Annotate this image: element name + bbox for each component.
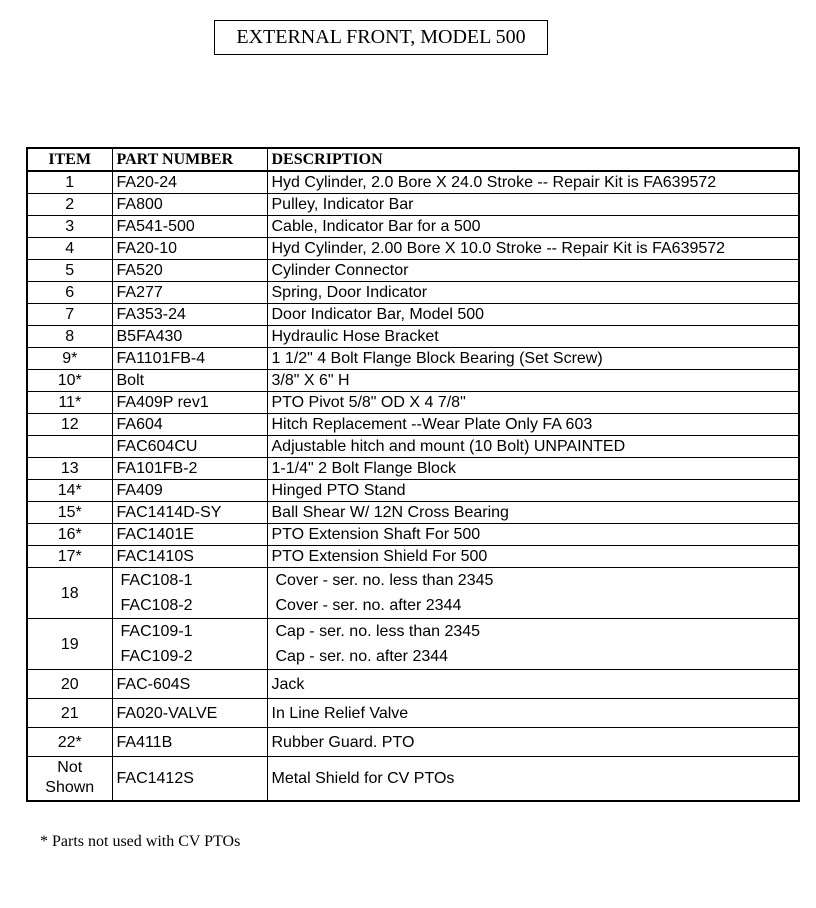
table-row: [27, 414, 799, 436]
description-cell: Rubber Guard. PTO: [267, 728, 799, 757]
table-row: [27, 546, 799, 568]
table-row: [27, 670, 799, 699]
item-cell: 5: [27, 260, 112, 282]
item-cell: 10*: [27, 370, 112, 392]
part-number-cell: FAC1414D-SY: [112, 502, 267, 524]
part-number-cell: FA541-500: [112, 216, 267, 238]
description-cell: Cylinder Connector: [267, 260, 799, 282]
header-item: ITEM: [27, 148, 112, 171]
item-cell: 8: [27, 326, 112, 348]
item-cell: 2: [27, 194, 112, 216]
table-row: [27, 524, 799, 546]
table-row: [27, 619, 799, 670]
part-number-cell: FA411B: [112, 728, 267, 757]
description-cell: Adjustable hitch and mount (10 Bolt) UNPAINTED: [267, 436, 799, 458]
part-number-cell: FA1101FB-4: [112, 348, 267, 370]
part-number-line: FAC109-2: [120, 648, 193, 665]
item-cell: 1: [27, 171, 112, 194]
item-cell: 11*: [27, 392, 112, 414]
table-row: [27, 171, 799, 194]
item-cell: 15*: [27, 502, 112, 524]
part-number-cell: FAC1401E: [112, 524, 267, 546]
table-row: [27, 757, 799, 801]
item-cell: 19: [27, 619, 112, 670]
description-cell: Hydraulic Hose Bracket: [267, 326, 799, 348]
part-number-cell: Bolt: [112, 370, 267, 392]
table-row: [27, 348, 799, 370]
item-cell: 12: [27, 414, 112, 436]
item-cell: 17*: [27, 546, 112, 568]
item-cell: 14*: [27, 480, 112, 502]
header-description: DESCRIPTION: [267, 148, 799, 171]
item-cell: [27, 436, 112, 458]
table-header-row: [27, 148, 799, 171]
description-cell: Metal Shield for CV PTOs: [267, 757, 799, 801]
table-row: [27, 458, 799, 480]
part-number-cell: FAC1410S: [112, 546, 267, 568]
item-line: Shown: [45, 779, 95, 797]
item-cell: 18: [27, 568, 112, 619]
part-number-cell: FAC1412S: [112, 757, 267, 801]
item-cell: 9*: [27, 348, 112, 370]
description-cell: Hyd Cylinder, 2.00 Bore X 10.0 Stroke -- Repair Kit is FA639572: [267, 238, 799, 260]
table-row: [27, 502, 799, 524]
description-cell: [267, 568, 799, 619]
table-row: [27, 238, 799, 260]
table-row: [27, 699, 799, 728]
part-number-cell: FA101FB-2: [112, 458, 267, 480]
item-cell: 13: [27, 458, 112, 480]
part-number-cell: FA353-24: [112, 304, 267, 326]
description-cell: Ball Shear W/ 12N Cross Bearing: [267, 502, 799, 524]
description-cell: PTO Extension Shaft For 500: [267, 524, 799, 546]
description-cell: PTO Extension Shield For 500: [267, 546, 799, 568]
description-cell: Hinged PTO Stand: [267, 480, 799, 502]
footnote: * Parts not used with CV PTOs: [40, 833, 241, 850]
part-number-cell: FA20-24: [112, 171, 267, 194]
part-number-cell: FA20-10: [112, 238, 267, 260]
part-number-line: FAC109-1: [120, 623, 193, 640]
item-cell: 7: [27, 304, 112, 326]
table-row: [27, 568, 799, 619]
item-cell: 6: [27, 282, 112, 304]
description-cell: Hitch Replacement --Wear Plate Only FA 603: [267, 414, 799, 436]
part-number-cell: FA604: [112, 414, 267, 436]
table-row: [27, 728, 799, 757]
part-number-cell: FA409: [112, 480, 267, 502]
part-number-cell: FA020-VALVE: [112, 699, 267, 728]
item-cell: 16*: [27, 524, 112, 546]
description-cell: 3/8" X 6" H: [267, 370, 799, 392]
part-number-cell: FA520: [112, 260, 267, 282]
description-cell: In Line Relief Valve: [267, 699, 799, 728]
part-number-cell: FAC604CU: [112, 436, 267, 458]
item-cell: 4: [27, 238, 112, 260]
item-cell: 20: [27, 670, 112, 699]
parts-table: [26, 147, 800, 802]
part-number-cell: B5FA430: [112, 326, 267, 348]
description-line: Cover - ser. no. less than 2345: [275, 572, 494, 589]
description-cell: Pulley, Indicator Bar: [267, 194, 799, 216]
table-row: [27, 480, 799, 502]
part-number-cell: FA800: [112, 194, 267, 216]
page-title: EXTERNAL FRONT, MODEL 500: [214, 20, 548, 55]
item-cell: 3: [27, 216, 112, 238]
item-cell: 22*: [27, 728, 112, 757]
description-line: Cover - ser. no. after 2344: [275, 597, 462, 614]
table-row: [27, 260, 799, 282]
part-number-cell: [112, 619, 267, 670]
description-line: Cap - ser. no. after 2344: [275, 648, 449, 665]
description-cell: 1 1/2" 4 Bolt Flange Block Bearing (Set Screw): [267, 348, 799, 370]
part-number-cell: FAC-604S: [112, 670, 267, 699]
table-row: [27, 436, 799, 458]
description-line: Cap - ser. no. less than 2345: [275, 623, 481, 640]
description-cell: 1-1/4" 2 Bolt Flange Block: [267, 458, 799, 480]
description-cell: Hyd Cylinder, 2.0 Bore X 24.0 Stroke -- Repair Kit is FA639572: [267, 171, 799, 194]
part-number-line: FAC108-2: [120, 597, 193, 614]
description-cell: Jack: [267, 670, 799, 699]
table-row: [27, 370, 799, 392]
item-line: Not: [57, 759, 83, 777]
header-part-number: PART NUMBER: [112, 148, 267, 171]
item-cell: [27, 757, 112, 801]
part-number-line: FAC108-1: [120, 572, 193, 589]
item-cell: 21: [27, 699, 112, 728]
table-row: [27, 304, 799, 326]
table-row: [27, 194, 799, 216]
table-row: [27, 326, 799, 348]
description-cell: PTO Pivot 5/8" OD X 4 7/8": [267, 392, 799, 414]
description-cell: Cable, Indicator Bar for a 500: [267, 216, 799, 238]
description-cell: Spring, Door Indicator: [267, 282, 799, 304]
table-row: [27, 282, 799, 304]
table-row: [27, 216, 799, 238]
table-row: [27, 392, 799, 414]
part-number-cell: FA409P rev1: [112, 392, 267, 414]
description-cell: [267, 619, 799, 670]
part-number-cell: [112, 568, 267, 619]
part-number-cell: FA277: [112, 282, 267, 304]
description-cell: Door Indicator Bar, Model 500: [267, 304, 799, 326]
